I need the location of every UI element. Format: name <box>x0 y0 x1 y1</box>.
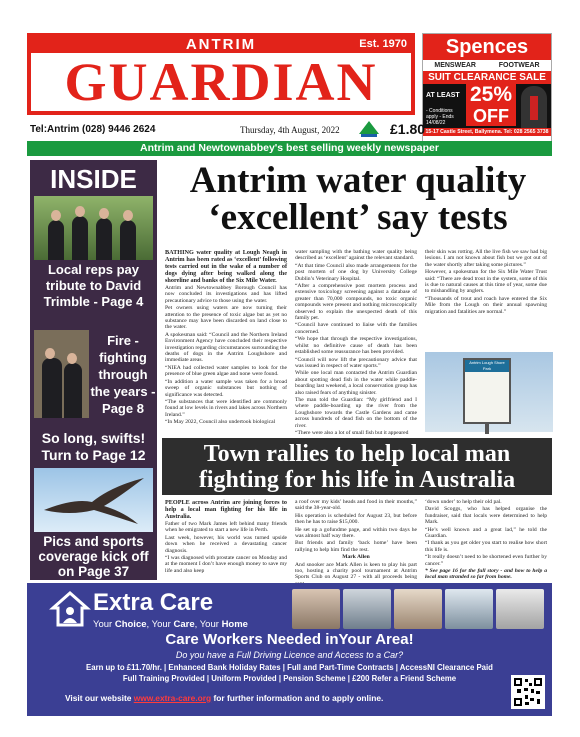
tag-care: Care <box>173 619 195 630</box>
extra-care-title: Extra Care <box>93 589 214 616</box>
spences-conditions: - Conditions apply - Ends 14/08/22 <box>426 108 454 126</box>
swift-bird-photo[interactable] <box>34 468 153 532</box>
promo-sports[interactable]: Pics and sports coverage kick off on Page 37 <box>38 534 149 579</box>
spences-off: OFF <box>466 106 516 126</box>
lead-paragraph: “NIEA had collected water samples to look for the presence of blue green algae and none were found. <box>165 364 287 378</box>
lead-paragraph: However, a spokesman for the Six Mile Water Trust said: “There are dead trout in the system, some of this is due to natural causes at this time of year, some due to mishandling by anglers. <box>425 269 547 295</box>
park-sign-text: Antrim Lough Shore Park <box>465 360 509 372</box>
spences-offer-panel <box>423 84 551 128</box>
extra-care-advert[interactable] <box>27 583 552 716</box>
carer-photo <box>292 589 340 629</box>
lead-paragraph: “Thousands of trout and roach have entered the Six Mile from the Lough on their annual spawning migration and fatalities are normal.” <box>425 295 547 315</box>
second-column-2 <box>295 499 417 581</box>
carer-photo <box>343 589 391 629</box>
extra-care-website-link[interactable]: www.extra-care.org <box>133 693 212 703</box>
second-paragraph: David Scoggs, who has helped organise the fundraiser, said that locals were determined to help Mark. <box>425 506 547 526</box>
lead-paragraph: A spokesman said: “Council and the Northern Ireland Environment Agency have concluded their respective investigation regarding circumstances surrounding the deaths of dogs in the Antrim Loughshore and immediate areas. <box>165 331 287 364</box>
inside-heading: INSIDE <box>50 164 137 194</box>
issue-date: Thursday, 4th August, 2022 <box>240 125 340 135</box>
masthead <box>27 33 415 115</box>
tag-home: Home <box>221 619 248 630</box>
second-paragraph: a roof over my kids’ heads and food in their mouths,” said the 38-year-old. <box>295 499 417 512</box>
carer-photo <box>496 589 544 629</box>
cover-price: £1.80 <box>390 121 426 137</box>
second-paragraph: “He’s well known and a great lad,” he told the Guardian. <box>425 526 547 540</box>
second-page-reference[interactable]: * See page 16 for the full story - and how to help a local man stranded so far from home. <box>425 568 547 581</box>
carer-photo <box>445 589 493 629</box>
person-figure-icon <box>72 216 88 260</box>
tag-part: , Your <box>194 619 222 630</box>
lead-paragraph: Antrim and Newtownabbey Borough Council has now concluded its investigations and has lifted precautionary advice to those using the water. <box>165 285 287 304</box>
person-figure-icon <box>48 220 64 260</box>
lead-paragraph: “At that time Council also made arrangements for the post mortem of one dog by University College Dublin’s Veterinary Hospital. <box>295 262 417 282</box>
lead-paragraph: “In addition a water sample was taken for a broad sweep of organic substances but nothing of significance was detected. <box>165 378 287 398</box>
second-headline: Town rallies to help local man fighting for his life in Australia <box>162 438 552 495</box>
loughshore-sign-photo[interactable] <box>425 352 553 432</box>
spences-advert[interactable] <box>422 33 552 143</box>
tribute-photo[interactable] <box>34 196 153 260</box>
second-story-body <box>165 499 553 581</box>
lead-column-2 <box>295 249 417 434</box>
web-text: Visit our website <box>65 693 134 703</box>
second-column-3 <box>425 499 547 581</box>
extra-care-headline: Care Workers Needed inYour Area! <box>165 631 414 648</box>
inside-sidebar <box>30 160 157 580</box>
person-figure-icon <box>120 220 136 260</box>
lead-paragraph: Pet owners using waters are now turning their attention to the presence of toxic algae but as yet no substance may have been discarded on land close to the water. <box>165 305 287 331</box>
telephone-number: Tel:Antrim (028) 9446 2624 <box>30 124 156 135</box>
spences-at-least: AT LEAST <box>426 92 460 99</box>
certification-logo-icon <box>358 120 380 138</box>
second-paragraph: PEOPLE across Antrim are joining forces to help a local man fighting for his life in Australia. <box>165 499 287 520</box>
swift-bird-icon <box>34 468 153 532</box>
lead-paragraph: BATHING water quality at Lough Neagh in Antrim has been rated as ‘excellent’ following tests carried out in the wake of a number of dogs dying after being walked along the shoreline and banks of the Six Mile Water. <box>165 249 287 284</box>
second-paragraph: He set up a gofundme page, and within two days he was almost half way there. <box>295 526 417 540</box>
spences-category-menswear: MENSWEAR <box>434 62 476 69</box>
masthead-title: GUARDIAN <box>64 52 378 112</box>
spences-category-footwear: FOOTWEAR <box>498 62 540 69</box>
extra-care-question: Do you have a Full Driving Licence and Access to a Car? <box>175 650 404 660</box>
lead-paragraph: “In May 2022, Council also undertook biological <box>165 419 276 426</box>
spences-categories <box>423 60 551 71</box>
second-paragraph: ‘down under’ to help their old pal. <box>425 499 502 505</box>
spences-address: 15-17 Castle Street, Ballymena. Tel: 028 2565 3738 <box>423 128 551 136</box>
tagline-banner: Antrim and Newtownabbey's best selling weekly newspaper <box>27 141 552 156</box>
firefighter-figure-icon <box>64 363 82 418</box>
qr-code-icon[interactable] <box>511 675 545 709</box>
second-paragraph: “I thank as you get older you start to realise how short this life is. <box>425 540 547 553</box>
extra-care-website-line <box>65 693 383 703</box>
carer-photo <box>394 589 442 629</box>
house-logo-icon <box>51 591 89 627</box>
lead-paragraph: The man told the Guardian: “My girlfriend and I where paddle-boarding up the river from the Loughshore towards the Castle Gardens and came across hundreds of dead fish on the bottom of the river. <box>295 396 417 429</box>
second-column-1 <box>165 499 287 581</box>
spences-sale-banner: SUIT CLEARANCE SALE <box>423 71 551 84</box>
extra-care-benefits-line-2: Full Training Provided | Uniform Provided | Pension Scheme | £200 Refer a Friend Scheme <box>122 674 457 683</box>
tag-part: Your <box>93 619 115 630</box>
park-sign-board <box>463 358 511 424</box>
promo-firefighting[interactable]: Fire - fighting through the years - Page 8 <box>90 333 156 416</box>
web-text: for further information and to apply online. <box>211 693 384 703</box>
carer-photo-strip <box>292 589 544 629</box>
tag-choice: Choice <box>114 619 147 630</box>
lead-paragraph: “The substances that were identified are commonly found at low levels in rivers and lakes across Northern Ireland.” <box>165 398 287 418</box>
second-paragraph: “I was diagnosed with prostate cancer on Monday and at the moment I don’t have enough money to save my life and also keep <box>165 555 287 574</box>
lead-column-1 <box>165 249 287 434</box>
second-paragraph: And snooker ace Mark Allen is keen to play his part too, hosting a charity pool tournament at Antrim Sports Club on August 27 - with all proceeds being <box>295 561 417 581</box>
second-paragraph: Last week, however, his world was turned upside down when he received a devastating cancer diagnosis. <box>165 534 287 554</box>
lead-paragraph: “Council will now lift the precautionary advice that was issued in respect of water sports.” <box>295 356 417 369</box>
spences-name: Spences <box>423 34 551 60</box>
extra-care-benefits-line-1: Earn up to £11.70/hr. | Enhanced Bank Holiday Rates | Full and Part-Time Contracts | AccessNI Clearance Paid <box>86 663 493 672</box>
lead-headline: Antrim water quality ‘excellent’ say tests <box>189 160 527 238</box>
lead-paragraph: water sampling with the bathing water quality being described as ‘excellent’ against the relevant standard. <box>295 249 417 262</box>
second-paragraph: But friends and family ‘back home’ have been rallying to help him find the rest. <box>295 540 417 553</box>
lead-paragraph: “Council have continued to liaise with the families concerned. <box>295 322 417 335</box>
lead-paragraph: their skin was rotting. All the live fish we saw had big lesions. I am not known about fish but we got out of the water shortly after taking some pictures.” <box>425 249 547 268</box>
extra-care-tagline <box>93 619 248 630</box>
second-paragraph: Father of two Mark James left behind many friends when he emigrated to start a new life in Perth. <box>165 521 287 534</box>
second-subheading: Mark Allen <box>342 554 370 561</box>
firefighting-photo[interactable] <box>34 330 89 418</box>
second-paragraph: “It really doesn’t need to be shortened even further by cancer.” <box>425 554 547 567</box>
person-figure-icon <box>96 218 112 260</box>
lead-paragraph: While one local man contacted the Antrim Guardian about spotting dead fish in the water while paddle-boarding last weekend, a local conservation group has also raised fears of anything sinister. <box>295 370 417 396</box>
lead-paragraph: “We hope that through the respective investigations, whilst no definitive cause of death has been established some reassurance has been provided. <box>295 336 417 356</box>
sign-post <box>485 424 489 434</box>
lead-column-3 <box>425 249 547 349</box>
promo-swifts[interactable]: So long, swifts! Turn to Page 12 <box>41 430 146 463</box>
spences-percent: 25% <box>466 84 516 106</box>
lead-paragraph: “After a comprehensive post mortem process and extensive toxicology screening against a database of greater than 70,000 compounds, no toxic organic compounds were present and nothing microscopically observed to explain the unexpected death of this family pet. <box>295 283 417 322</box>
info-strip <box>30 120 426 138</box>
masthead-established: Est. 1970 <box>359 38 407 50</box>
masthead-region: ANTRIM <box>185 36 257 53</box>
firefighter-figure-icon <box>42 358 62 418</box>
tag-part: , Your <box>146 619 174 630</box>
lead-paragraph: “There were also a lot of small fish but it appeared <box>295 429 409 436</box>
masthead-title-box <box>31 53 411 111</box>
promo-tribute[interactable]: Local reps pay tribute to David Trimble - Page 4 <box>43 262 144 309</box>
second-paragraph: His operation is scheduled for August 23, but before then he has to raise $15,000. <box>295 512 417 526</box>
suit-illustration-icon <box>521 86 547 128</box>
